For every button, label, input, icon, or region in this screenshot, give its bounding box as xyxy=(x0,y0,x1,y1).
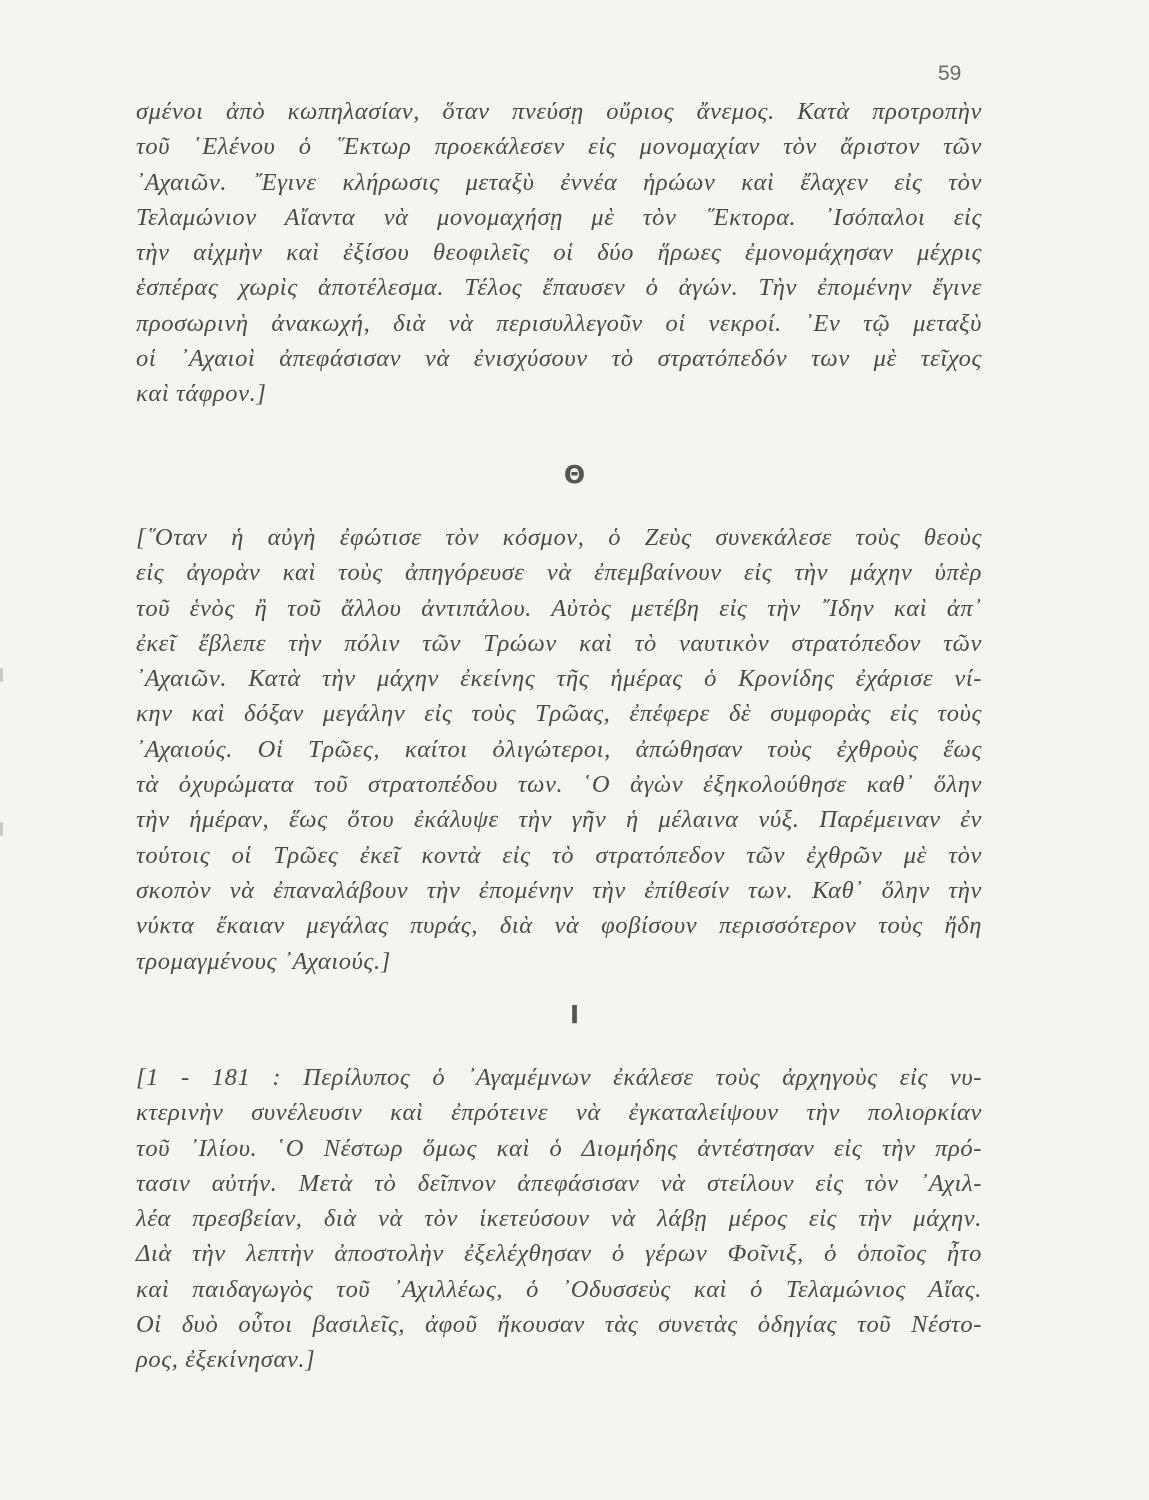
text-line: ᾿Αχαιῶν. ῎Εγινε κλήρωσις μεταξὺ ἐννέα ἡρώων καὶ ἔλαχεν εἰς τὸν xyxy=(136,168,982,196)
text-line: Διὰ τὴν λεπτὴν ἀποστολὴν ἐξελέχθησαν ὁ γέρων Φοῖνιξ, ὁ ὁποῖος ἦτο xyxy=(136,1240,982,1268)
text-line: σκοπὸν νὰ ἐπαναλάβουν τὴν ἐπομένην τὴν ἐπίθεσίν των. Καθ᾿ ὅλην τὴν xyxy=(136,876,982,904)
text-line: [῞Οταν ἡ αὐγὴ ἐφώτισε τὸν κόσμον, ὁ Ζεὺς συνεκάλεσε τοὺς θεοὺς xyxy=(136,524,982,551)
text-line: προσωρινὴ ἀνακωχή, διὰ νὰ περισυλλεγοῦν οἱ νεκροί. ᾿Εν τῷ μεταξὺ xyxy=(136,309,982,337)
text-line: τὴν αἰχμὴν καὶ ἐξίσου θεοφιλεῖς οἱ δύο ἥρωες ἐμονομάχησαν μέχρις xyxy=(136,239,982,267)
text-line: ἑσπέρας χωρὶς ἀποτέλεσμα. Τέλος ἔπαυσεν ὁ ἀγών. Τὴν ἐπομένην ἔγινε xyxy=(136,274,982,302)
text-line: Τελαμώνιον Αἴαντα νὰ μονομαχήσῃ μὲ τὸν ῞Εκτορα. ᾿Ισόπαλοι εἰς xyxy=(136,203,982,231)
text-line: τούτοις οἱ Τρῶες ἐκεῖ κοντὰ εἰς τὸ στρατόπεδον τῶν ἐχθρῶν μὲ τὸν xyxy=(136,841,982,869)
text-line: [1 - 181 : Περίλυπος ὁ ᾿Αγαμέμνων ἐκάλεσε τοὺς ἀρχηγοὺς εἰς νυ- xyxy=(136,1064,982,1091)
text-line: κην καὶ δόξαν μεγάλην εἰς τοὺς Τρῶας, ἐπέφερε δὲ συμφορὰς εἰς τοὺς xyxy=(136,700,982,728)
text-line: τοῦ ᾿Ιλίου. ῾Ο Νέστωρ ὅμως καὶ ὁ Διομήδης ἀντέστησαν εἰς τὴν πρό- xyxy=(136,1134,982,1162)
text-line: τοῦ ῾Ελένου ὁ ῞Εκτωρ προεκάλεσεν εἰς μονομαχίαν τὸν ἄριστον τῶν xyxy=(136,133,982,161)
text-line: λέα πρεσβείαν, διὰ νὰ τὸν ἱκετεύσουν νὰ λάβῃ μέρος εἰς τὴν μάχην. xyxy=(136,1205,982,1233)
text-line: Οἱ δυὸ οὗτοι βασιλεῖς, ἀφοῦ ἤκουσαν τὰς συνετὰς ὁδηγίας τοῦ Νέστο- xyxy=(136,1311,982,1339)
book-heading-theta: Θ xyxy=(563,460,586,489)
text-block-summary-eta xyxy=(136,94,982,412)
text-line: οἱ ᾿Αχαιοὶ ἀπεφάσισαν νὰ ἐνισχύσουν τὸ στρατόπεδόν των μὲ τεῖχος xyxy=(136,345,982,373)
text-line: ᾿Αχαιῶν. Κατὰ τὴν μάχην ἐκείνης τῆς ἡμέρας ὁ Κρονίδης ἐχάρισε νί- xyxy=(136,665,982,693)
binding-mark xyxy=(0,822,3,836)
text-line: τοῦ ἑνὸς ἢ τοῦ ἄλλου ἀντιπάλου. Αὐτὸς μετέβη εἰς τὴν ῎Ιδην καὶ ἀπ᾿ xyxy=(136,594,982,622)
text-block-summary-theta xyxy=(136,520,982,979)
text-line: καὶ παιδαγωγὸς τοῦ ᾿Αχιλλέως, ὁ ᾿Οδυσσεὺς καὶ ὁ Τελαμώνιος Αἴας. xyxy=(136,1275,982,1303)
book-heading-iota: Ι xyxy=(569,1000,580,1029)
binding-mark xyxy=(0,668,3,682)
page-number: 59 xyxy=(938,62,962,85)
text-line: ἐκεῖ ἔβλεπε τὴν πόλιν τῶν Τρώων καὶ τὸ ναυτικὸν στρατόπεδον τῶν xyxy=(136,629,982,657)
text-line: κτερινὴν συνέλευσιν καὶ ἐπρότεινε νὰ ἐγκαταλείψουν τὴν πολιορκίαν xyxy=(136,1099,982,1127)
text-line: τρομαγμένους ᾿Αχαιούς.] xyxy=(136,947,391,975)
text-block-summary-iota xyxy=(136,1060,982,1378)
text-line: τὰ ὀχυρώματα τοῦ στρατοπέδου των. ῾Ο ἀγὼν ἐξηκολούθησε καθ᾿ ὅλην xyxy=(136,771,982,799)
text-line: τασιν αὐτήν. Μετὰ τὸ δεῖπνον ἀπεφάσισαν νὰ στείλουν εἰς τὸν ᾿Αχιλ- xyxy=(136,1169,982,1197)
text-line: καὶ τάφρον.] xyxy=(136,380,267,408)
text-line: σμένοι ἀπὸ κωπηλασίαν, ὅταν πνεύσῃ οὔριος ἄνεμος. Κατὰ προτροπὴν xyxy=(136,98,982,125)
text-line: εἰς ἀγορὰν καὶ τοὺς ἀπηγόρευσε νὰ ἐπεμβαίνουν εἰς τὴν μάχην ὑπὲρ xyxy=(136,559,982,587)
text-line: νύκτα ἔκαιαν μεγάλας πυράς, διὰ νὰ φοβίσουν περισσότερον τοὺς ἤδη xyxy=(136,912,982,940)
text-line: ρος, ἐξεκίνησαν.] xyxy=(136,1346,316,1374)
text-line: ᾿Αχαιούς. Οἱ Τρῶες, καίτοι ὀλιγώτεροι, ἀπώθησαν τοὺς ἐχθροὺς ἕως xyxy=(136,735,982,763)
text-line: τὴν ἡμέραν, ἕως ὅτου ἐκάλυψε τὴν γῆν ἡ μέλαινα νύξ. Παρέμειναν ἐν xyxy=(136,806,982,834)
